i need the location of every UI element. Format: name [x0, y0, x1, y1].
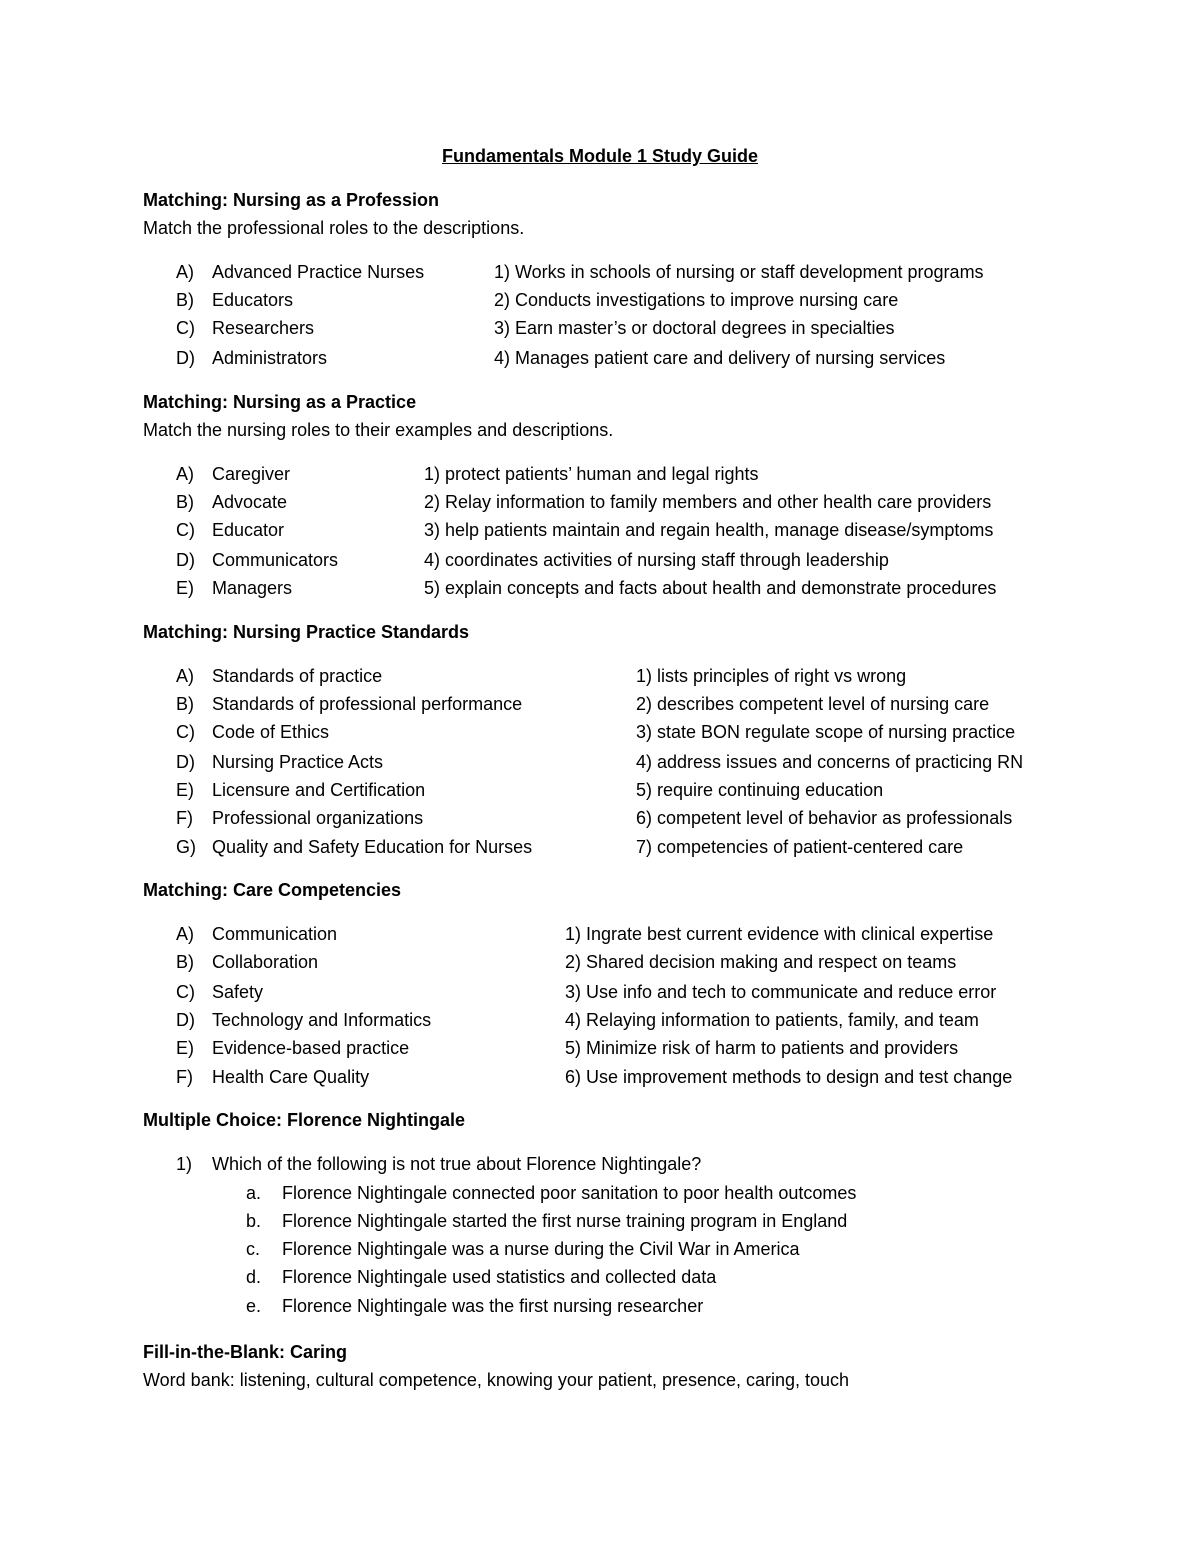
option-text: Florence Nightingale connected poor sanitation to poor health outcomes — [282, 1183, 857, 1203]
item-label: Communication — [212, 924, 338, 944]
section-heading-profession: Matching: Nursing as a Profession — [143, 190, 440, 210]
item-letter: C) — [176, 722, 195, 742]
item-letter: C) — [176, 318, 195, 338]
item-label: Standards of practice — [212, 666, 383, 686]
option-text: Florence Nightingale started the first nurse training program in England — [282, 1211, 848, 1231]
item-description: 2) describes competent level of nursing care — [636, 694, 990, 714]
item-label: Administrators — [212, 348, 328, 368]
option-letter: e. — [246, 1296, 262, 1316]
item-letter: C) — [176, 520, 195, 540]
item-letter: B) — [176, 492, 194, 512]
item-letter: B) — [176, 694, 194, 714]
item-description: 4) address issues and concerns of practicing RN — [636, 752, 1024, 772]
item-letter: C) — [176, 982, 195, 1002]
section-heading-practice: Matching: Nursing as a Practice — [143, 392, 417, 412]
item-letter: D) — [176, 348, 195, 368]
section-heading-fill-in-blank: Fill-in-the-Blank: Caring — [143, 1342, 347, 1362]
item-description: 1) lists principles of right vs wrong — [636, 666, 907, 686]
item-label: Evidence-based practice — [212, 1038, 410, 1058]
option-letter: d. — [246, 1267, 262, 1287]
item-description: 2) Shared decision making and respect on teams — [565, 952, 957, 972]
option-text: Florence Nightingale was the first nursing researcher — [282, 1296, 704, 1316]
item-description: 3) help patients maintain and regain health, manage disease/symptoms — [424, 520, 994, 540]
option-text: Florence Nightingale used statistics and collected data — [282, 1267, 717, 1287]
item-label: Educators — [212, 290, 294, 310]
item-letter: D) — [176, 550, 195, 570]
item-description: 3) Use info and tech to communicate and reduce error — [565, 982, 997, 1002]
item-letter: G) — [176, 837, 196, 857]
item-label: Licensure and Certification — [212, 780, 426, 800]
item-description: 6) competent level of behavior as professionals — [636, 808, 1013, 828]
item-description: 2) Relay information to family members and other health care providers — [424, 492, 992, 512]
section-heading-competencies: Matching: Care Competencies — [143, 880, 402, 900]
item-description: 3) state BON regulate scope of nursing practice — [636, 722, 1016, 742]
item-label: Educator — [212, 520, 285, 540]
item-letter: B) — [176, 952, 194, 972]
item-letter: E) — [176, 1038, 194, 1058]
item-letter: E) — [176, 578, 194, 598]
item-label: Nursing Practice Acts — [212, 752, 384, 772]
option-letter: a. — [246, 1183, 262, 1203]
item-description: 5) require continuing education — [636, 780, 884, 800]
item-description: 5) Minimize risk of harm to patients and providers — [565, 1038, 959, 1058]
item-description: 6) Use improvement methods to design and test change — [565, 1067, 1013, 1087]
item-label: Researchers — [212, 318, 315, 338]
item-description: 3) Earn master’s or doctoral degrees in specialties — [494, 318, 895, 338]
page-title: Fundamentals Module 1 Study Guide — [441, 146, 759, 166]
item-label: Code of Ethics — [212, 722, 330, 742]
item-label: Advocate — [212, 492, 288, 512]
section-heading-multiple-choice: Multiple Choice: Florence Nightingale — [143, 1110, 466, 1130]
item-description: 1) Ingrate best current evidence with clinical expertise — [565, 924, 994, 944]
instruction-profession: Match the professional roles to the descriptions. — [143, 218, 525, 238]
item-letter: E) — [176, 780, 194, 800]
item-label: Advanced Practice Nurses — [212, 262, 425, 282]
option-letter: b. — [246, 1211, 262, 1231]
item-description: 4) Manages patient care and delivery of nursing services — [494, 348, 946, 368]
option-letter: c. — [246, 1239, 261, 1259]
item-letter: F) — [176, 808, 193, 828]
item-label: Caregiver — [212, 464, 291, 484]
question-number: 1) — [176, 1154, 193, 1174]
item-letter: F) — [176, 1067, 193, 1087]
item-label: Managers — [212, 578, 293, 598]
item-description: 7) competencies of patient-centered care — [636, 837, 964, 857]
item-description: 1) protect patients’ human and legal rights — [424, 464, 759, 484]
item-label: Technology and Informatics — [212, 1010, 432, 1030]
item-letter: B) — [176, 290, 194, 310]
item-letter: A) — [176, 262, 194, 282]
word-bank: Word bank: listening, cultural competence, knowing your patient, presence, caring, touch — [143, 1370, 850, 1390]
item-letter: D) — [176, 1010, 195, 1030]
section-heading-standards: Matching: Nursing Practice Standards — [143, 622, 470, 642]
item-letter: A) — [176, 666, 194, 686]
item-letter: A) — [176, 464, 194, 484]
item-description: 1) Works in schools of nursing or staff development programs — [494, 262, 984, 282]
item-label: Standards of professional performance — [212, 694, 523, 714]
item-letter: A) — [176, 924, 194, 944]
item-description: 4) coordinates activities of nursing staff through leadership — [424, 550, 889, 570]
item-label: Health Care Quality — [212, 1067, 370, 1087]
item-description: 2) Conducts investigations to improve nursing care — [494, 290, 899, 310]
item-label: Professional organizations — [212, 808, 424, 828]
item-letter: D) — [176, 752, 195, 772]
item-label: Communicators — [212, 550, 339, 570]
item-label: Collaboration — [212, 952, 319, 972]
option-text: Florence Nightingale was a nurse during the Civil War in America — [282, 1239, 800, 1259]
item-label: Safety — [212, 982, 264, 1002]
instruction-practice: Match the nursing roles to their examples and descriptions. — [143, 420, 614, 440]
item-description: 5) explain concepts and facts about health and demonstrate procedures — [424, 578, 997, 598]
item-label: Quality and Safety Education for Nurses — [212, 837, 533, 857]
item-description: 4) Relaying information to patients, family, and team — [565, 1010, 979, 1030]
question-text: Which of the following is not true about Florence Nightingale? — [212, 1154, 702, 1174]
